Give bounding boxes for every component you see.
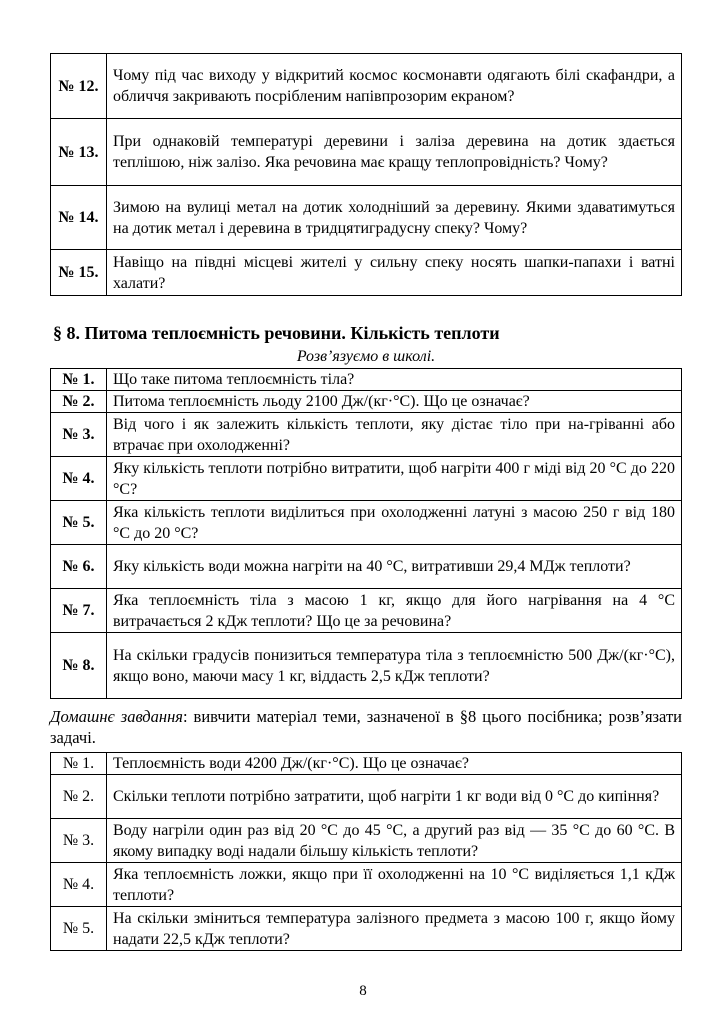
question-text: Яка теплоємність тіла з масою 1 кг, якщо для його нагрівання на 4 °С витрачається 2 кДж теплоти? Що це за речовина? bbox=[107, 589, 682, 633]
table-row bbox=[51, 369, 682, 391]
question-number: № 6. bbox=[51, 545, 107, 589]
page-number: 8 bbox=[359, 983, 367, 999]
table-row bbox=[51, 54, 682, 119]
table-row bbox=[51, 457, 682, 501]
question-number: № 3. bbox=[51, 413, 107, 457]
question-number: № 15. bbox=[51, 250, 107, 296]
questions-table-school bbox=[50, 368, 682, 699]
table-row bbox=[51, 501, 682, 545]
question-text: Теплоємність води 4200 Дж/(кг·°С). Що це означає? bbox=[107, 753, 682, 775]
question-text: Яку кількість теплоти потрібно витратити, щоб нагріти 400 г міді від 20 °С до 220 °С? bbox=[107, 457, 682, 501]
question-number: № 4. bbox=[51, 863, 107, 907]
question-text: Від чого і як залежить кількість теплоти, яку дістає тіло при на-грiванні або втрачає при охолодженні? bbox=[107, 413, 682, 457]
question-text: Воду нагріли один раз від 20 °С до 45 °С, а другий раз від — 35 °С до 60 °С. В якому випадку воді надали більшу кількість теплоти? bbox=[107, 819, 682, 863]
question-text: Чому під час виходу у відкритий космос космонавти одягають білі скафандри, а обличчя закривають посрібленим напівпрозорим екраном? bbox=[107, 54, 682, 119]
homework-label: Домашнє завдання bbox=[50, 707, 183, 726]
question-text: При однаковій температурі деревини і заліза деревина на дотик здається теплішою, ніж залізо. Яка речовина має кращу теплопровідність? Чому? bbox=[107, 119, 682, 186]
question-text: Скільки теплоти потрібно затратити, щоб нагріти 1 кг води від 0 °С до кипіння? bbox=[107, 775, 682, 819]
section-subtitle: Розв’язуємо в школі. bbox=[296, 348, 436, 365]
table-row bbox=[51, 907, 682, 951]
question-number: № 2. bbox=[51, 391, 107, 413]
table-row bbox=[51, 186, 682, 250]
question-text: На скільки зміниться температура залізного предмета з масою 100 г, якщо йому надати 22,5 кДж теплоти? bbox=[107, 907, 682, 951]
questions-table-home bbox=[50, 752, 682, 951]
question-number: № 5. bbox=[51, 907, 107, 951]
table-row bbox=[51, 119, 682, 186]
questions-table-top bbox=[50, 53, 682, 296]
question-number: № 5. bbox=[51, 501, 107, 545]
table-row bbox=[51, 819, 682, 863]
table-row bbox=[51, 545, 682, 589]
question-text: Що таке питома теплоємність тіла? bbox=[107, 369, 682, 391]
section-title: § 8. Питома теплоємність речовини. Кількість теплоти bbox=[53, 323, 500, 343]
question-text: На скільки градусів понизиться температура тіла з теплоємністю 500 Дж/(кг·°С), якщо воно, маючи масу 1 кг, віддасть 2,5 кДж теплоти? bbox=[107, 633, 682, 699]
question-number: № 8. bbox=[51, 633, 107, 699]
question-text: Питома теплоємність льоду 2100 Дж/(кг·°С). Що це означає? bbox=[107, 391, 682, 413]
table-row bbox=[51, 413, 682, 457]
table-row bbox=[51, 589, 682, 633]
question-number: № 1. bbox=[51, 753, 107, 775]
question-number: № 4. bbox=[51, 457, 107, 501]
homework-text: : вивчити матеріал теми, зазначеної в §8 цього посібника; розв’язати задачі. bbox=[50, 707, 682, 747]
question-number: № 3. bbox=[51, 819, 107, 863]
question-number: № 7. bbox=[51, 589, 107, 633]
table-row bbox=[51, 391, 682, 413]
question-number: № 1. bbox=[51, 369, 107, 391]
question-number: № 12. bbox=[51, 54, 107, 119]
question-text: Зимою на вулиці метал на дотик холодніший за деревину. Якими здаватимуться на дотик метал і деревина в тридцятиградусну спеку? Чому? bbox=[107, 186, 682, 250]
question-number: № 14. bbox=[51, 186, 107, 250]
table-row bbox=[51, 633, 682, 699]
question-text: Яку кількість води можна нагріти на 40 °С, витративши 29,4 МДж теплоти? bbox=[107, 545, 682, 589]
question-text: Навіщо на півдні місцеві жителі у сильну спеку носять шапки-папахи і ватні халати? bbox=[107, 250, 682, 296]
question-number: № 2. bbox=[51, 775, 107, 819]
question-text: Яка теплоємність ложки, якщо при її охолодженні на 10 °С виділяється 1,1 кДж теплоти? bbox=[107, 863, 682, 907]
table-row bbox=[51, 250, 682, 296]
table-row bbox=[51, 863, 682, 907]
table-row bbox=[51, 775, 682, 819]
question-number: № 13. bbox=[51, 119, 107, 186]
page-content bbox=[50, 53, 682, 951]
homework-paragraph bbox=[50, 706, 682, 748]
question-text: Яка кількість теплоти виділиться при охолодженні латуні з масою 250 г від 180 °С до 20 °С? bbox=[107, 501, 682, 545]
table-row bbox=[51, 753, 682, 775]
